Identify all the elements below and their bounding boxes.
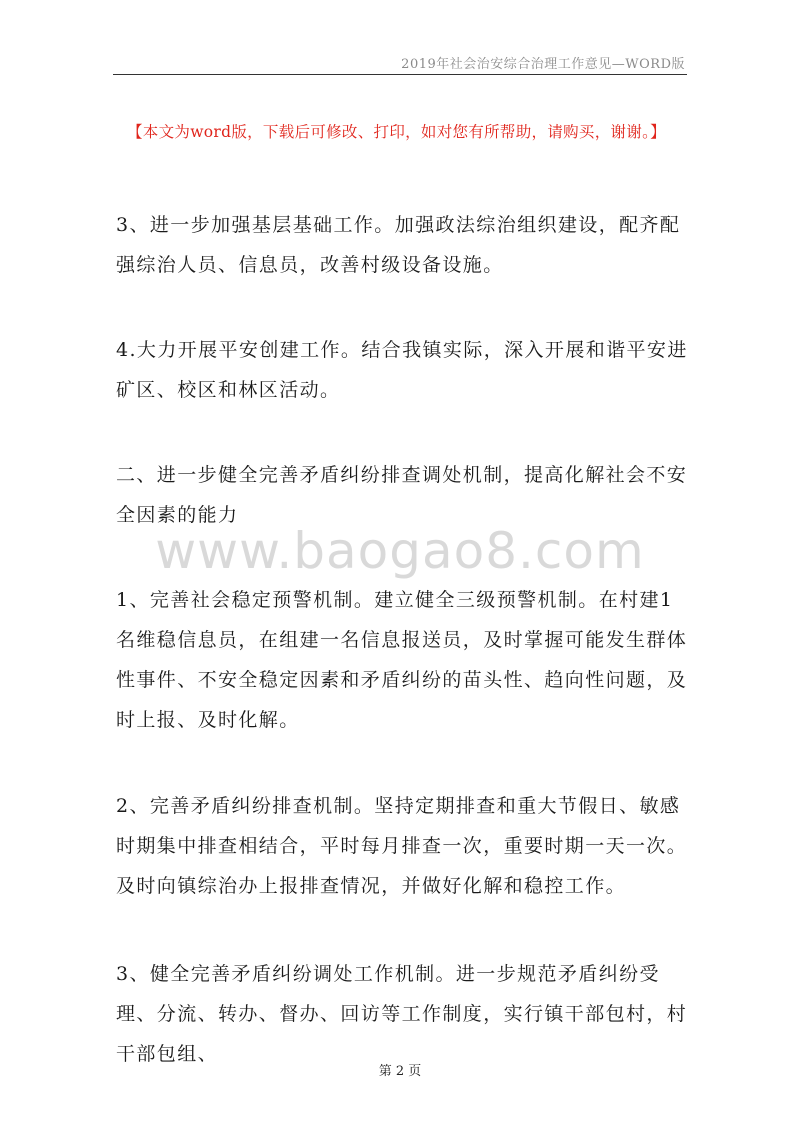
page-header-title: 2019年社会治安综合治理工作意见—WORD版 <box>401 57 685 72</box>
paragraph-2: 4.大力开展平安创建工作。结合我镇实际，深入开展和谐平安进矿区、校区和林区活动。 <box>116 339 688 401</box>
section-heading: 二、进一步健全完善矛盾纠纷排查调处机制，提高化解社会不安全因素的能力 <box>116 464 688 526</box>
paragraph-5: 3、健全完善矛盾纠纷调处工作机制。进一步规范矛盾纠纷受理、分流、转办、督办、回访等工作制度，实行镇干部包村，村干部包组、 <box>116 963 688 1065</box>
paragraph-4: 2、完善矛盾纠纷排查机制。坚持定期排查和重大节假日、敏感时期集中排查相结合，平时每月排查一次，重要时期一天一次。及时向镇综治办上报排查情况，并做好化解和稳控工作。 <box>116 795 688 897</box>
paragraph-1: 3、进一步加强基层基础工作。加强政法综治组织建设，配齐配强综治人员、信息员，改善村级设备设施。 <box>116 214 681 276</box>
header-divider <box>113 74 687 75</box>
paragraph-3: 1、完善社会稳定预警机制。建立健全三级预警机制。在村建1名维稳信息员，在组建一名信息报送员，及时掌握可能发生群体性事件、不安全稳定因素和矛盾纠纷的苗头性、趋向性问题，及时上报、及时化解。 <box>116 589 688 731</box>
purchase-notice: 【本文为word版，下载后可修改、打印，如对您有所帮助，请购买，谢谢。】 <box>127 123 666 141</box>
page-number: 第 2 页 <box>378 1064 422 1079</box>
watermark: www.baogao8.com <box>155 522 645 580</box>
